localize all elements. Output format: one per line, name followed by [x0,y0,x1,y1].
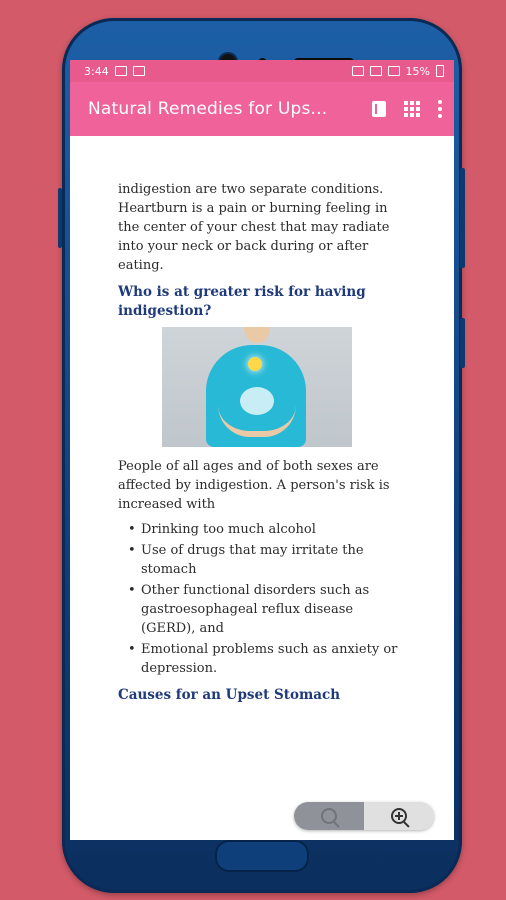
heading-causes: Causes for an Upset Stomach [118,687,341,703]
heading-risk: Who is at greater risk for having indigestion? [118,284,366,319]
illustration-glow [248,357,262,371]
app-title: Natural Remedies for Ups... [88,99,328,119]
list-item: • Other functional disorders such as gastroesophageal reflux disease (GERD), and [128,581,398,638]
paragraph-risk: People of all ages and of both sexes are affected by indigestion. A person's risk is increased with [118,459,390,512]
zoom-out-button[interactable] [294,802,364,830]
nav-bar [70,840,454,872]
alarm-icon [352,66,364,76]
grid-icon[interactable] [404,101,420,117]
list-item: • Emotional problems such as anxiety or depression. [128,640,398,678]
notification-icon [133,66,145,76]
bookmark-icon[interactable] [372,101,386,117]
signal-2-icon [388,66,400,76]
status-time: 3:44 [84,64,109,78]
risk-list [118,520,398,678]
status-bar [70,60,454,82]
illustration-head [244,327,270,343]
zoom-in-button[interactable] [364,802,434,830]
signal-icon [370,66,382,76]
article-content [70,136,454,705]
battery-text: 15% [405,64,430,78]
battery-icon [436,65,444,77]
volume-button [58,188,62,248]
app-bar [70,82,454,136]
more-vert-icon[interactable] [438,100,442,118]
power-button [460,168,465,268]
zoom-in-icon [391,808,407,824]
app-screen [70,60,454,840]
list-item: • Drinking too much alcohol [128,520,398,539]
indigestion-illustration [162,327,352,447]
side-key [460,318,465,368]
gallery-icon [115,66,127,76]
article-intro: indigestion are two separate conditions. Heartburn is a pain or burning feeling in the center of your chest that may radiate into your neck or back during or after eating. [118,182,390,273]
zoom-controls [294,802,434,830]
home-button[interactable] [215,840,309,872]
zoom-out-icon [321,808,337,824]
list-item: • Use of drugs that may irritate the stomach [128,541,398,579]
